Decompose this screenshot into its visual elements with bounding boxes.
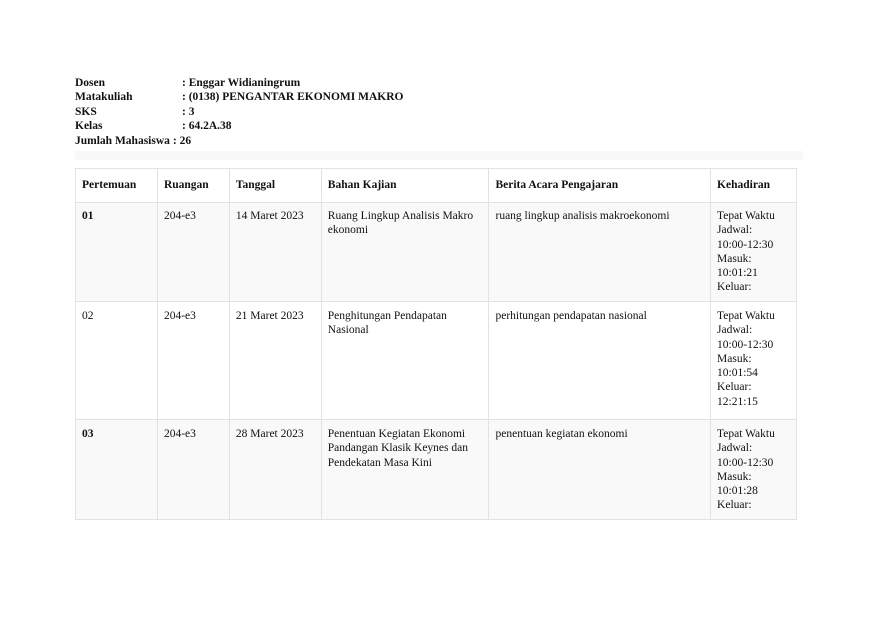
ruangan-cell: 204-e3 [157,203,229,302]
masuk-label: Masuk: [717,252,752,265]
sks-row [75,105,403,119]
table-row [76,302,797,420]
table-header-row [76,169,797,203]
table-row [76,420,797,520]
course-info-header [75,76,403,148]
jadwal-value: 10:00-12:30 [717,338,774,351]
tanggal-cell: 21 Maret 2023 [229,302,321,420]
separator-band [75,151,803,160]
kehadiran-cell [711,302,797,420]
pertemuan-cell: 03 [76,420,158,520]
jadwal-value: 10:00-12:30 [717,456,774,469]
attendance-table [75,168,797,520]
berita-acara-cell: ruang lingkup analisis makroekonomi [489,203,711,302]
masuk-value: 10:01:54 [717,367,758,380]
col-header-kehadiran: Kehadiran [711,169,797,203]
ruangan-cell: 204-e3 [157,420,229,520]
kelas-value: : 64.2A.38 [182,120,232,133]
dosen-row [75,76,403,90]
bahan-kajian-cell: Penentuan Kegiatan Ekonomi Pandangan Klasik Keynes dan Pendekatan Masa Kini [321,420,489,520]
keluar-value: 12:21:15 [717,395,758,408]
keluar-label: Keluar: [717,381,752,394]
status-text: Tepat Waktu [717,310,775,322]
jadwal-label: Jadwal: [717,224,753,237]
berita-acara-cell: perhitungan pendapatan nasional [489,302,711,420]
masuk-value: 10:01:28 [717,485,758,498]
bahan-kajian-cell: Penghitungan Pendapatan Nasional [321,302,489,420]
masuk-value: 10:01:21 [717,267,758,280]
masuk-label: Masuk: [717,470,752,483]
matakuliah-label: Matakuliah [75,91,133,104]
col-header-ruangan: Ruangan [157,169,229,203]
dosen-value: : Enggar Widianingrum [182,77,301,89]
sks-value: : 3 [182,105,195,118]
jumlah-mahasiswa-row [75,134,403,148]
tanggal-cell: 28 Maret 2023 [229,420,321,520]
ruangan-cell: 204-e3 [157,302,229,420]
matakuliah-value: : (0138) PENGANTAR EKONOMI MAKRO [182,91,404,104]
pertemuan-cell: 02 [76,302,158,420]
kehadiran-cell [711,203,797,302]
col-header-tanggal: Tanggal [229,169,321,203]
tanggal-cell: 14 Maret 2023 [229,203,321,302]
col-header-pertemuan: Pertemuan [76,169,158,203]
masuk-label: Masuk: [717,352,752,365]
berita-acara-cell: penentuan kegiatan ekonomi [489,420,711,520]
jumlah-mahasiswa-label: Jumlah Mahasiswa [75,134,170,147]
table-row [76,203,797,302]
jadwal-value: 10:00-12:30 [717,238,774,251]
pertemuan-cell: 01 [76,203,158,302]
jadwal-label: Jadwal: [717,324,753,337]
keluar-label: Keluar: [717,281,752,294]
status-text: Tepat Waktu [717,428,775,440]
jadwal-label: Jadwal: [717,442,753,455]
col-header-bahan-kajian: Bahan Kajian [321,169,489,203]
kelas-label: Kelas [75,120,103,133]
matakuliah-row [75,90,403,104]
keluar-label: Keluar: [717,499,752,512]
jumlah-mahasiswa-value: : 26 [172,134,192,147]
kehadiran-cell [711,420,797,520]
sks-label: SKS [75,105,97,118]
kelas-row [75,119,403,133]
bahan-kajian-cell: Ruang Lingkup Analisis Makro ekonomi [321,203,489,302]
status-text: Tepat Waktu [717,210,775,222]
dosen-label: Dosen [75,77,106,89]
col-header-berita-acara: Berita Acara Pengajaran [489,169,711,203]
